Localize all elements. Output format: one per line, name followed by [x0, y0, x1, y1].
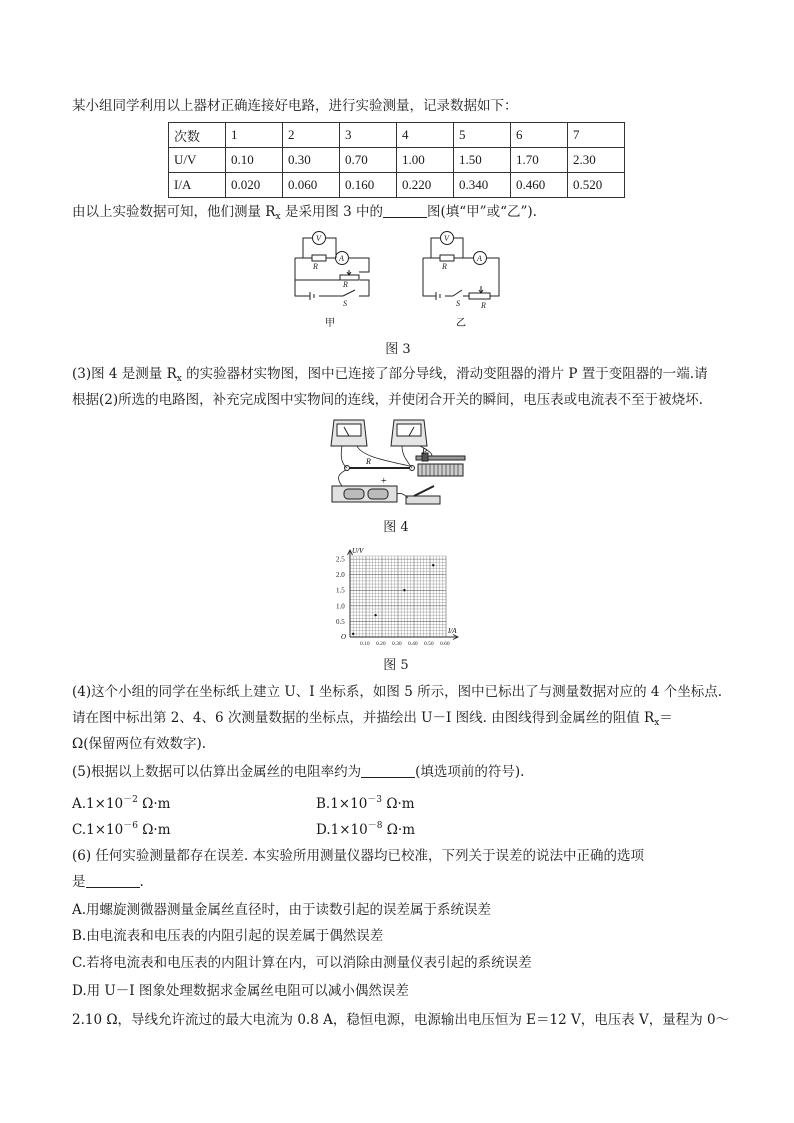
table-cell: 2	[283, 123, 340, 148]
option-base: B.1×10	[316, 796, 368, 812]
v-label: V	[316, 234, 321, 243]
question-4-line-3: Ω(保留两位有效数字).	[72, 736, 207, 752]
x-axis-label: I/A	[448, 627, 457, 635]
q6-option-d: D.用 U－I 图象处理数据求金属丝电阻可以减小偶然误差	[72, 983, 409, 999]
question-6-line-2	[72, 872, 144, 892]
table-cell: 1.50	[454, 148, 511, 173]
figure-3-circuits	[285, 226, 515, 334]
table-cell: 5	[454, 123, 511, 148]
q6-text-b: .	[139, 874, 144, 890]
y-tick-label: 2.5	[336, 555, 345, 564]
option-base: A.1×10	[72, 796, 124, 812]
table-cell: 0.160	[340, 173, 397, 198]
option-base: C.1×10	[72, 822, 124, 838]
table-cell: I/A	[169, 173, 226, 198]
question-6-line-1: (6) 任何实验测量都存在误差. 本实验所用测量仪器均已校准，下列关于误差的说法中正确的选项	[72, 848, 644, 864]
figure-4-caption: 图 4	[383, 520, 409, 535]
option-d	[316, 816, 415, 840]
table-cell: 0.020	[226, 173, 283, 198]
question-4-line-1: (4)这个小组的同学在坐标纸上建立 U、I 坐标系，如图 5 所示，图中已标出了与测量数据对应的 4 个坐标点.	[72, 684, 723, 700]
answer-blank[interactable]	[361, 763, 415, 778]
x-tick-label: 0.60	[440, 641, 450, 647]
question-4-line-2	[72, 708, 673, 733]
table-cell: 4	[397, 123, 454, 148]
table-cell: 3	[340, 123, 397, 148]
table-cell: 0.060	[283, 173, 340, 198]
r-label: R	[481, 301, 486, 310]
q6-option-c: C.若将电流表和电压表的内阻计算在内，可以消除由测量仪表引起的系统误差	[72, 955, 532, 971]
q5-text-b: (填选项前的符号).	[415, 764, 525, 780]
fig4-p-label: P	[422, 447, 427, 456]
data-table	[168, 122, 625, 198]
option-exponent: －6	[123, 821, 138, 831]
figure-5-caption: 图 5	[383, 658, 409, 673]
q6-option-b: B.由电流表和电压表的内阻引起的误差属于偶然误差	[72, 928, 384, 944]
x-tick-label: 0.20	[376, 641, 386, 647]
x-tick-label: 0.40	[408, 641, 418, 647]
table-cell: 2.30	[568, 148, 625, 173]
table-cell: 1.00	[397, 148, 454, 173]
question-3-line-1	[72, 364, 708, 389]
table-cell: 0.340	[454, 173, 511, 198]
table-cell: 次数	[169, 123, 226, 148]
option-unit: Ω·m	[137, 822, 171, 838]
option-b	[316, 790, 415, 814]
table-cell: 1	[226, 123, 283, 148]
option-exponent: －3	[367, 795, 383, 805]
option-exponent: －2	[123, 795, 138, 805]
y-tick-label: 2.0	[336, 571, 345, 580]
question-2	[72, 202, 537, 227]
rheostat	[469, 293, 490, 299]
table-cell: 0.520	[568, 173, 625, 198]
rx-label: R	[442, 262, 447, 271]
y-axis-label: U/V	[352, 547, 364, 555]
fig3-right-label: 乙	[456, 318, 466, 329]
table-cell: 0.30	[283, 148, 340, 173]
fig4-rx: R	[366, 457, 371, 466]
table-cell: U/V	[169, 148, 226, 173]
table-row	[169, 123, 625, 148]
y-tick-label: 1.5	[336, 586, 345, 595]
table-row	[169, 173, 625, 198]
data-point	[374, 614, 376, 616]
q2-text-c: 图(填“甲”或“乙”).	[427, 204, 537, 220]
table-cell: 1.70	[511, 148, 568, 173]
figure-3-caption: 图 3	[385, 342, 411, 357]
q3-text-a: (3)图 4 是测量 R	[72, 366, 177, 382]
switch-icon	[406, 496, 440, 504]
data-point	[403, 589, 405, 591]
figure-4-apparatus	[322, 416, 472, 512]
s-label: S	[456, 299, 460, 308]
table-cell: 0.220	[397, 173, 454, 198]
origin-label: O	[341, 633, 347, 641]
option-exponent: －8	[367, 821, 383, 831]
option-a	[72, 790, 170, 814]
fig4-plus: +	[381, 476, 387, 487]
rx-resistor	[440, 255, 454, 261]
q4-subscript: x	[654, 718, 660, 728]
option-unit: Ω·m	[382, 822, 416, 838]
y-tick-label: 0.5	[336, 617, 345, 626]
table-cell: 0.460	[511, 173, 568, 198]
figure-5-ui-graph	[330, 545, 470, 649]
table-cell: 0.70	[340, 148, 397, 173]
table-cell: 7	[568, 123, 625, 148]
graph-grid	[350, 556, 446, 637]
table-cell: 6	[511, 123, 568, 148]
rx-label: R	[313, 262, 318, 271]
a-label: A	[339, 254, 344, 263]
footer-text: 2.10 Ω，导线允许流过的最大电流为 0.8 A，稳恒电源，电源输出电压恒为 E＝12 V，电压表 V，量程为 0～	[72, 1012, 730, 1028]
x-tick-label: 0.50	[424, 641, 434, 647]
answer-blank[interactable]	[86, 873, 140, 888]
fig3-left-label: 甲	[325, 318, 335, 329]
q3-subscript: x	[176, 374, 182, 384]
option-base: D.1×10	[316, 822, 368, 838]
q5-text-a: (5)根据以上数据可以估算出金属丝的电阻率约为	[72, 764, 362, 780]
option-unit: Ω·m	[137, 796, 171, 812]
x-tick-label: 0.30	[392, 641, 402, 647]
x-tick-label: 0.10	[360, 641, 370, 647]
q2-text-b: 是采用图 3 中的	[280, 204, 384, 220]
s-label: S	[343, 299, 347, 308]
q2-text-a: 由以上实验数据可知，他们测量 R	[72, 204, 276, 220]
r-label: R	[343, 280, 348, 289]
q2-subscript: x	[275, 212, 281, 222]
intro-text: 某小组同学利用以上器材正确连接好电路，进行实验测量，记录数据如下：	[72, 98, 518, 114]
a-label: A	[477, 254, 482, 263]
y-tick-label: 1.0	[336, 602, 345, 611]
table-cell: 0.10	[226, 148, 283, 173]
q6-option-a: A.用螺旋测微器测量金属丝直径时，由于读数引起的误差属于系统误差	[72, 902, 492, 918]
q4-text-b: ＝	[659, 710, 673, 726]
rx-resistor	[312, 255, 326, 261]
q6-text-a: 是	[72, 874, 86, 890]
option-unit: Ω·m	[382, 796, 415, 812]
data-point	[432, 564, 434, 566]
data-point	[352, 633, 354, 635]
v-label: V	[444, 234, 449, 243]
rheostat-icon	[418, 464, 463, 476]
q4-text-a: 请在图中标出第 2、4、6 次测量数据的坐标点，并描绘出 U－I 图线. 由图线得到金属丝的阻值 R	[72, 710, 655, 726]
option-c	[72, 816, 171, 840]
question-5-stem	[72, 762, 524, 782]
table-row	[169, 148, 625, 173]
answer-blank[interactable]	[383, 203, 427, 218]
q3-text-b: 的实验器材实物图，图中已连接了部分导线，滑动变阻器的滑片 P 置于变阻器的一端.请	[181, 366, 708, 382]
question-3-line-2: 根据(2)所选的电路图，补充完成图中实物间的连线，并使闭合开关的瞬间，电压表或电流表不至于被烧坏.	[72, 392, 703, 408]
